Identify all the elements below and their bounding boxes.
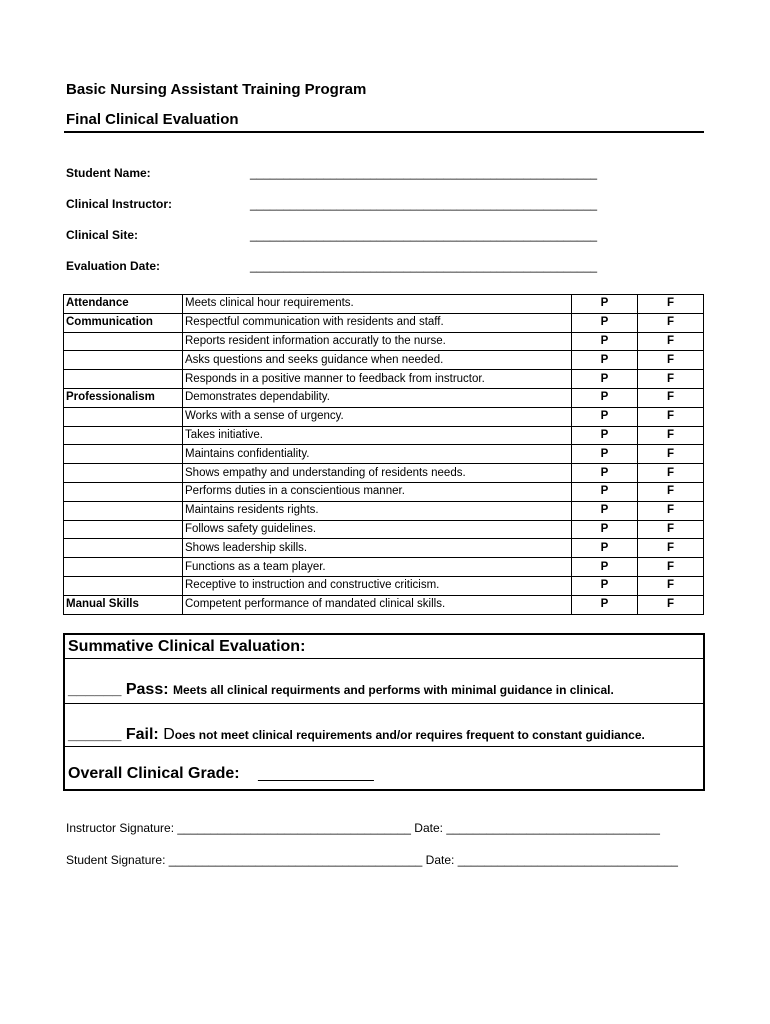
- criterion-cell: Shows empathy and understanding of residents needs.: [183, 464, 572, 483]
- evaluation-date-label: Evaluation Date:: [66, 259, 161, 273]
- category-cell: [64, 464, 183, 483]
- criterion-cell: Takes initiative.: [183, 426, 572, 445]
- summative-evaluation-box: [63, 633, 705, 791]
- pass-cell[interactable]: P: [572, 332, 638, 351]
- fail-cell[interactable]: F: [638, 539, 704, 558]
- criterion-cell: Maintains confidentiality.: [183, 445, 572, 464]
- clinical-site-field[interactable]: ____________________________________________________: [250, 228, 598, 242]
- pass-cell[interactable]: P: [572, 313, 638, 332]
- pass-section: [65, 658, 703, 703]
- fail-cell[interactable]: F: [638, 558, 704, 577]
- pass-description: Meets all clinical requirments and performs with minimal guidance in clinical.: [173, 683, 614, 697]
- category-cell: Manual Skills: [64, 595, 183, 614]
- pass-cell[interactable]: P: [572, 388, 638, 407]
- pass-label: Pass:: [125, 681, 169, 698]
- fail-cell[interactable]: F: [638, 464, 704, 483]
- category-cell: [64, 332, 183, 351]
- category-cell: [64, 501, 183, 520]
- pass-cell[interactable]: P: [572, 501, 638, 520]
- info-row-student-name: [66, 166, 686, 182]
- criterion-cell: Works with a sense of urgency.: [183, 407, 572, 426]
- table-row: [64, 595, 704, 614]
- criterion-cell: Receptive to instruction and constructive criticism.: [183, 576, 572, 595]
- pass-cell[interactable]: P: [572, 595, 638, 614]
- pass-cell[interactable]: P: [572, 520, 638, 539]
- fail-cell[interactable]: F: [638, 595, 704, 614]
- pass-cell[interactable]: P: [572, 464, 638, 483]
- category-cell: Attendance: [64, 295, 183, 314]
- category-cell: [64, 558, 183, 577]
- criterion-cell: Shows leadership skills.: [183, 539, 572, 558]
- form-title: Basic Nursing Assistant Training Program: [66, 81, 367, 98]
- table-row: [64, 576, 704, 595]
- fail-cell[interactable]: F: [638, 332, 704, 351]
- title-divider: [64, 131, 704, 133]
- category-cell: [64, 482, 183, 501]
- evaluation-table: [63, 294, 704, 615]
- category-cell: [64, 576, 183, 595]
- table-row: [64, 426, 704, 445]
- category-cell: [64, 426, 183, 445]
- fail-cell[interactable]: F: [638, 445, 704, 464]
- fail-row: [68, 726, 645, 744]
- category-cell: [64, 520, 183, 539]
- student-signature-line[interactable]: Student Signature: ______________________________________ Date: _________________________________: [66, 853, 678, 867]
- form-subtitle: Final Clinical Evaluation: [66, 111, 239, 128]
- pass-row: [68, 681, 614, 699]
- summative-heading: Summative Clinical Evaluation:: [68, 638, 306, 655]
- grade-field[interactable]: _____________: [258, 765, 374, 782]
- table-row: [64, 445, 704, 464]
- fail-description: oes not meet clinical requirements and/or requires frequent to constant guidiance.: [174, 728, 645, 742]
- criterion-cell: Reports resident information accuratly to the nurse.: [183, 332, 572, 351]
- category-cell: Communication: [64, 313, 183, 332]
- info-row-clinical-instructor: [66, 197, 686, 213]
- pass-cell[interactable]: P: [572, 370, 638, 389]
- criterion-cell: Competent performance of mandated clinical skills.: [183, 595, 572, 614]
- info-row-evaluation-date: [66, 259, 686, 275]
- fail-cell[interactable]: F: [638, 351, 704, 370]
- fail-cell[interactable]: F: [638, 482, 704, 501]
- table-row: [64, 295, 704, 314]
- criterion-cell: Functions as a team player.: [183, 558, 572, 577]
- grade-section: [65, 746, 703, 788]
- pass-cell[interactable]: P: [572, 426, 638, 445]
- fail-cell[interactable]: F: [638, 407, 704, 426]
- info-row-clinical-site: [66, 228, 686, 244]
- table-row: [64, 520, 704, 539]
- criterion-cell: Demonstrates dependability.: [183, 388, 572, 407]
- pass-cell[interactable]: P: [572, 445, 638, 464]
- instructor-signature-line[interactable]: Instructor Signature: ___________________________________ Date: ________________________________: [66, 821, 660, 835]
- student-name-label: Student Name:: [66, 166, 151, 180]
- pass-cell[interactable]: P: [572, 351, 638, 370]
- fail-cell[interactable]: F: [638, 501, 704, 520]
- table-row: [64, 351, 704, 370]
- fail-initial: D: [163, 726, 175, 743]
- table-row: [64, 482, 704, 501]
- pass-cell[interactable]: P: [572, 482, 638, 501]
- pass-cell[interactable]: P: [572, 576, 638, 595]
- clinical-instructor-label: Clinical Instructor:: [66, 197, 173, 211]
- pass-cell[interactable]: P: [572, 407, 638, 426]
- fail-cell[interactable]: F: [638, 426, 704, 445]
- clinical-instructor-field[interactable]: ____________________________________________________: [250, 197, 598, 211]
- pass-blank[interactable]: ______: [68, 681, 122, 698]
- evaluation-date-field[interactable]: ____________________________________________________: [250, 259, 598, 273]
- pass-cell[interactable]: P: [572, 558, 638, 577]
- table-row: [64, 558, 704, 577]
- category-cell: [64, 370, 183, 389]
- table-row: [64, 370, 704, 389]
- criterion-cell: Asks questions and seeks guidance when needed.: [183, 351, 572, 370]
- fail-cell[interactable]: F: [638, 520, 704, 539]
- grade-row: [68, 765, 374, 783]
- grade-label: Overall Clinical Grade:: [68, 765, 240, 782]
- table-row: [64, 407, 704, 426]
- table-row: [64, 388, 704, 407]
- fail-cell[interactable]: F: [638, 295, 704, 314]
- table-row: [64, 464, 704, 483]
- fail-label: Fail:: [125, 726, 159, 743]
- criterion-cell: Responds in a positive manner to feedback from instructor.: [183, 370, 572, 389]
- category-cell: Professionalism: [64, 388, 183, 407]
- category-cell: [64, 351, 183, 370]
- fail-cell[interactable]: F: [638, 370, 704, 389]
- table-row: [64, 313, 704, 332]
- criterion-cell: Performs duties in a conscientious manner.: [183, 482, 572, 501]
- fail-cell[interactable]: F: [638, 313, 704, 332]
- pass-cell[interactable]: P: [572, 539, 638, 558]
- criterion-cell: Follows safety guidelines.: [183, 520, 572, 539]
- pass-cell[interactable]: P: [572, 295, 638, 314]
- fail-cell[interactable]: F: [638, 576, 704, 595]
- criterion-cell: Maintains residents rights.: [183, 501, 572, 520]
- category-cell: [64, 407, 183, 426]
- table-row: [64, 501, 704, 520]
- category-cell: [64, 445, 183, 464]
- clinical-site-label: Clinical Site:: [66, 228, 139, 242]
- table-row: [64, 539, 704, 558]
- category-cell: [64, 539, 183, 558]
- criterion-cell: Meets clinical hour requirements.: [183, 295, 572, 314]
- criterion-cell: Respectful communication with residents and staff.: [183, 313, 572, 332]
- student-name-field[interactable]: ____________________________________________________: [250, 166, 598, 180]
- fail-cell[interactable]: F: [638, 388, 704, 407]
- fail-section: [65, 703, 703, 748]
- table-row: [64, 332, 704, 351]
- fail-blank[interactable]: ______: [68, 726, 122, 743]
